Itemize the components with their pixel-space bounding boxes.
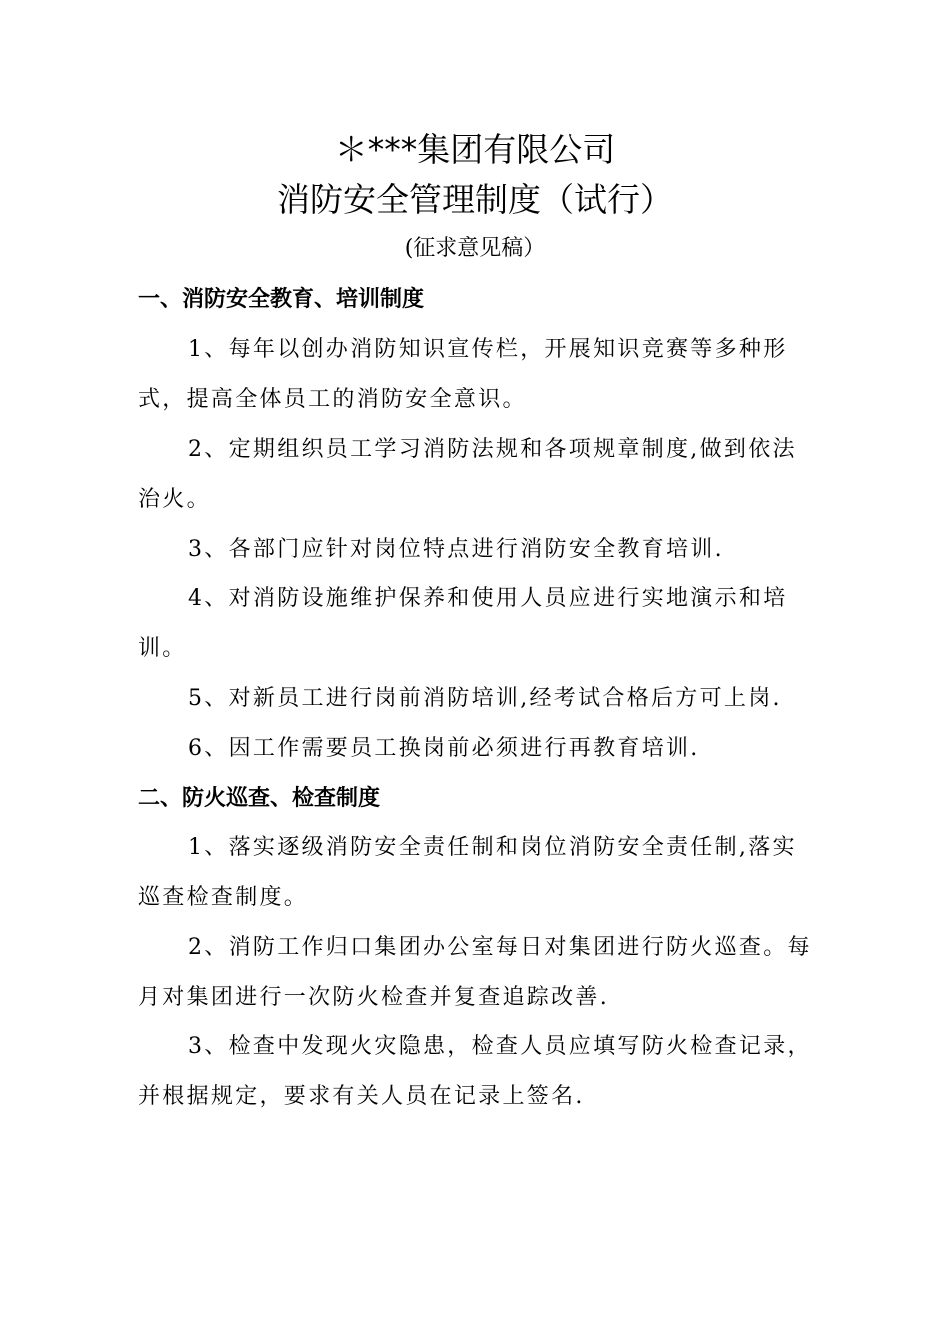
document-title-regulation: 消防安全管理制度（试行）	[277, 180, 673, 219]
inspection-item-1: 1、落实逐级消防安全责任制和岗位消防安全责任制,落实巡查检查制度。	[138, 835, 797, 910]
document-title-company: ＊***集团有限公司	[334, 130, 616, 169]
training-item-4: 4、对消防设施维护保养和使用人员应进行实地演示和培训。	[138, 586, 788, 661]
section-heading-training: 一、消防安全教育、培训制度	[138, 287, 425, 312]
training-item-5: 5、对新员工进行岗前消防培训,经考试合格后方可上岗.	[188, 686, 782, 711]
training-item-2: 2、定期组织员工学习消防法规和各项规章制度,做到依法治火。	[138, 437, 797, 512]
section-heading-inspection: 二、防火巡查、检查制度	[138, 786, 381, 811]
training-item-1: 1、每年以创办消防知识宣传栏，开展知识竞赛等多种形式，提高全体员工的消防安全意识。	[138, 337, 788, 412]
document-subtitle-draft: (征求意见稿）	[404, 236, 546, 261]
inspection-item-3: 3、检查中发现火灾隐患，检查人员应填写防火检查记录，并根据规定，要求有关人员在记录上签名.	[138, 1034, 812, 1109]
inspection-item-2: 2、消防工作归口集团办公室每日对集团进行防火巡查。每月对集团进行一次防火检查并复查追踪改善.	[138, 935, 812, 1010]
training-item-3: 3、各部门应针对岗位特点进行消防安全教育培训.	[188, 537, 724, 562]
training-item-6: 6、因工作需要员工换岗前必须进行再教育培训.	[188, 736, 700, 761]
